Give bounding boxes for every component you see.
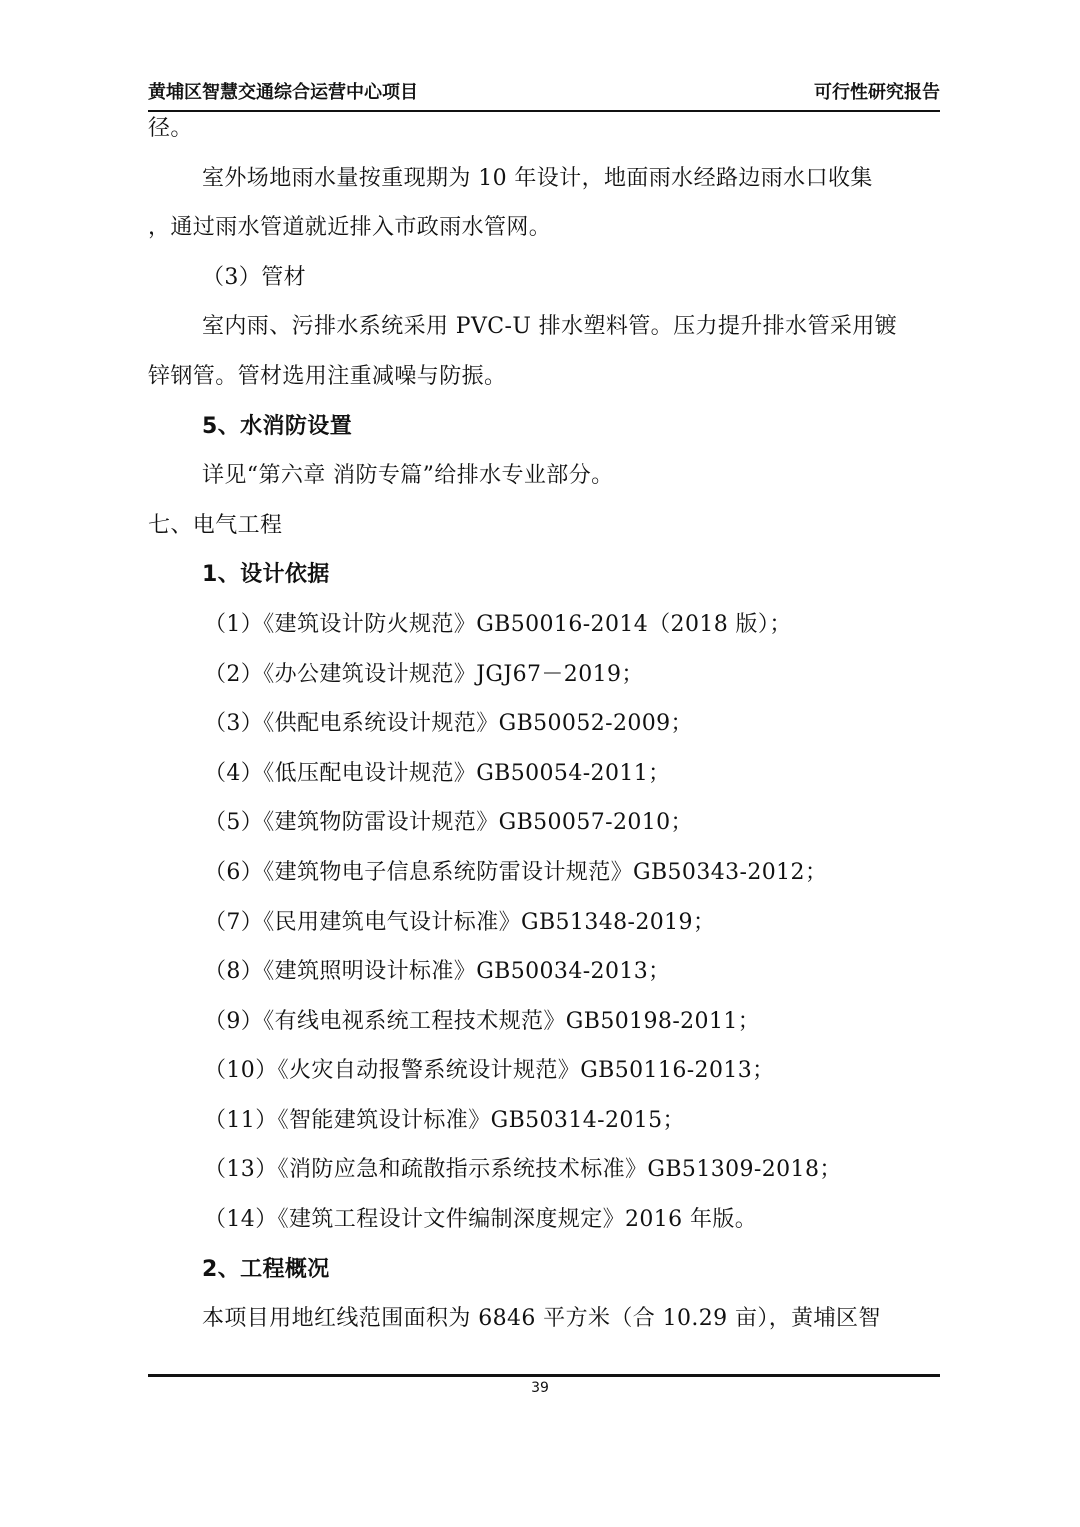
list-item: （8）《建筑照明设计标准》GB50034-2013； bbox=[204, 959, 671, 985]
section-heading-design-basis: 1、设计依据 bbox=[202, 562, 330, 588]
paragraph-fire-water: 详见“第六章 消防专篇”给排水专业部分。 bbox=[202, 463, 614, 489]
header-project-title: 黄埔区智慧交通综合运营中心项目 bbox=[148, 82, 418, 103]
page-number: 39 bbox=[531, 1380, 549, 1396]
paragraph-rainwater: 室外场地雨水量按重现期为 10 年设计，地面雨水经路边雨水口收集 bbox=[202, 165, 873, 191]
list-item: （4）《低压配电设计规范》GB50054-2011； bbox=[204, 760, 671, 786]
paragraph-pipe-material-cont: 锌钢管。管材选用注重减噪与防振。 bbox=[148, 363, 507, 389]
list-item: （9）《有线电视系统工程技术规范》GB50198-2011； bbox=[204, 1008, 761, 1034]
list-item: （1）《建筑设计防火规范》GB50016-2014（2018 版）； bbox=[204, 611, 792, 637]
section-heading-project-overview: 2、工程概况 bbox=[202, 1256, 330, 1282]
subheading-pipe-material: （3）管材 bbox=[202, 264, 306, 290]
list-item: （7）《民用建筑电气设计标准》GB51348-2019； bbox=[204, 909, 716, 935]
footer-divider bbox=[148, 1374, 940, 1377]
paragraph-pipe-material: 室内雨、污排水系统采用 PVC-U 排水塑料管。压力提升排水管采用镀 bbox=[202, 314, 898, 340]
paragraph-continuation: 径。 bbox=[148, 116, 193, 141]
list-item: （6）《建筑物电子信息系统防雷设计规范》GB50343-2012； bbox=[204, 859, 828, 885]
page-body bbox=[148, 104, 940, 1344]
list-item: （13）《消防应急和疏散指示系统技术标准》GB51309-2018； bbox=[204, 1157, 842, 1183]
list-item: （14）《建筑工程设计文件编制深度规定》2016 年版。 bbox=[204, 1207, 758, 1233]
list-item: （10）《火灾自动报警系统设计规范》GB50116-2013； bbox=[204, 1058, 775, 1084]
list-item: （3）《供配电系统设计规范》GB50052-2009； bbox=[204, 711, 693, 737]
list-item: （11）《智能建筑设计标准》GB50314-2015； bbox=[204, 1107, 685, 1133]
list-item: （2）《办公建筑设计规范》JGJ67－2019； bbox=[204, 661, 644, 687]
list-item: （5）《建筑物防雷设计规范》GB50057-2010； bbox=[204, 810, 693, 836]
paragraph-project-overview: 本项目用地红线范围面积为 6846 平方米（合 10.29 亩），黄埔区智 bbox=[202, 1306, 881, 1332]
section-heading-fire-water: 5、水消防设置 bbox=[202, 413, 353, 439]
header-report-type: 可行性研究报告 bbox=[814, 82, 940, 103]
chapter-heading-electrical: 七、电气工程 bbox=[148, 512, 283, 538]
paragraph-rainwater-cont: ，通过雨水管道就近排入市政雨水管网。 bbox=[148, 215, 552, 241]
